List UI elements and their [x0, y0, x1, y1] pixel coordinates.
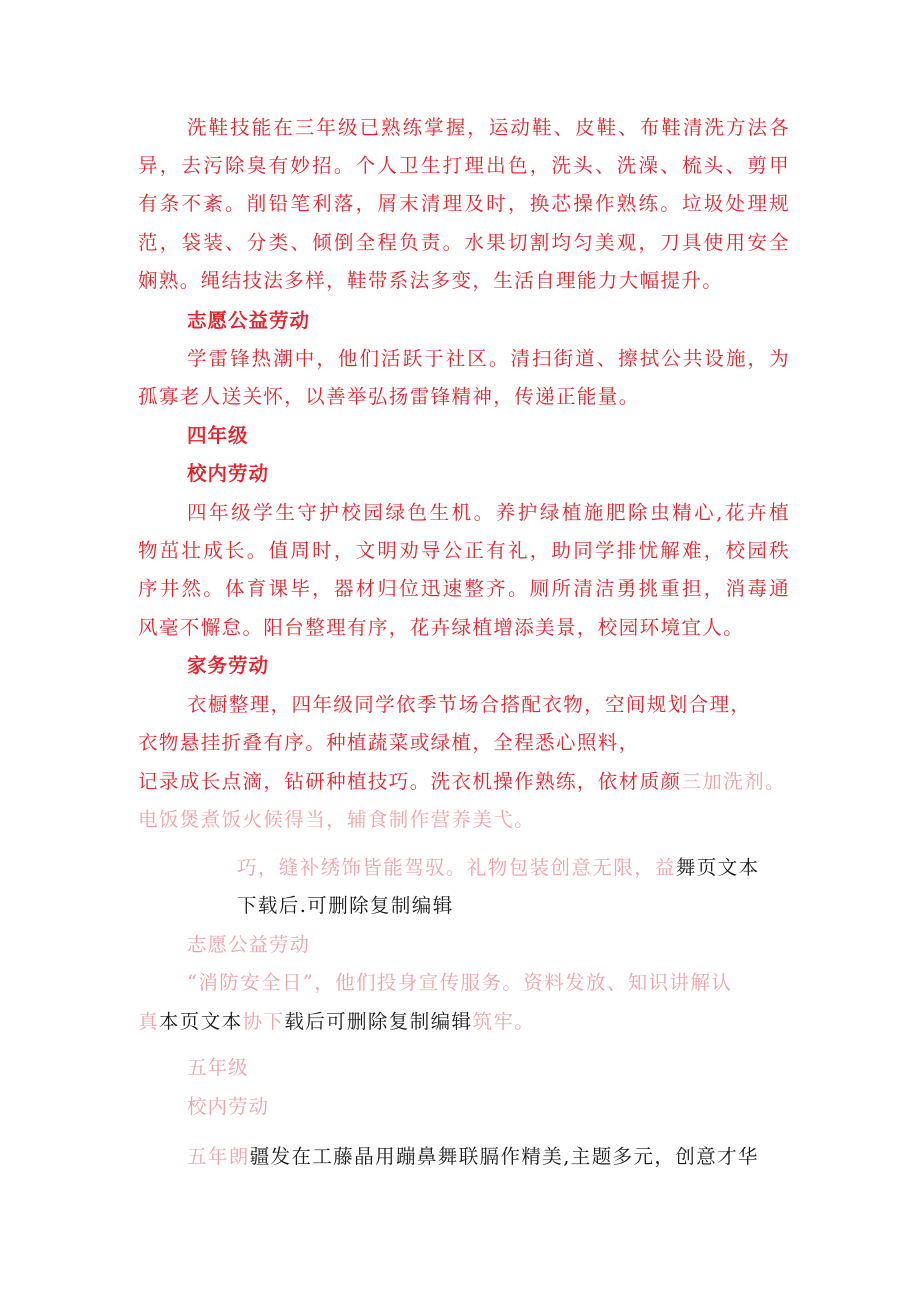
paragraph-line-mixed: [138, 1009, 535, 1035]
section-heading-volunteer: 志愿公益劳动: [187, 309, 311, 332]
paragraph-line: 物茁壮成长。值周时，文明劝导公正有礼，助同学排忧解难，校园秩: [138, 539, 790, 562]
text-segment-faded: 筑牢。: [472, 1010, 536, 1033]
text-segment-faded: 五年朗: [187, 1145, 250, 1168]
grade-heading: 五年级: [187, 1056, 249, 1079]
paragraph-line: 有条不紊。削铅笔利落，屑末清理及时，换芯操作熟练。垃圾处理规: [138, 192, 790, 215]
paragraph-line: 学雷锋热潮中，他们活跃于社区。清扫街道、擦拭公共设施，为: [187, 347, 790, 370]
paragraph-line: 衣橱整理，四年级同学依季节场合搭配衣物，空间规划合理，: [187, 693, 752, 716]
paragraph-line-mixed: [138, 769, 786, 795]
paragraph-line-mixed: [237, 855, 760, 881]
text-segment-faded: 协下: [242, 1010, 285, 1033]
text-segment-faded: 巧，缝补绣饰皆能驾驭。礼物包装创意无限，益: [237, 856, 676, 879]
paragraph-line: 衣物悬挂折叠有序。种植蔬菜或绿植，全程悉心照料，: [138, 731, 640, 754]
paragraph-line-mixed: [187, 1144, 759, 1170]
text-segment-black: 本页文本: [158, 1010, 243, 1033]
section-heading-volunteer: 志愿公益劳动: [187, 933, 311, 956]
watermark-text: 下载后.可删除复制编辑: [237, 894, 454, 917]
paragraph-line: 娴熟。绳结技法多样，鞋带系法多变，生活自理能力大幅提升。: [138, 269, 724, 292]
text-segment-faded: 真: [138, 1010, 159, 1033]
paragraph-line: 风毫不懈怠。阳台整理有序，花卉绿植增添美景，校园环境宜人。: [138, 616, 745, 639]
grade-heading: 四年级: [187, 424, 249, 447]
paragraph-line-faded: 电饭煲煮饭火候得当，辅食制作营养美弋。: [138, 808, 536, 831]
section-heading-home: 家务劳动: [187, 654, 270, 677]
text-segment: 记录成长点滴，钻研种植技巧。洗衣机操作熟练，依材质颜: [138, 770, 682, 793]
paragraph-line-faded: “消防安全日”，他们投身宣传服务。资料发放、知识讲解认: [187, 971, 733, 994]
text-segment-black: 舞页文本: [675, 856, 760, 879]
text-segment-faded: 三加洗剂。: [681, 770, 786, 793]
section-heading-school: 校内劳动: [187, 1095, 270, 1118]
paragraph-line: 范，袋装、分类、倾倒全程负责。水果切割均匀美观，刀具使用安全: [138, 231, 790, 254]
paragraph-line: 四年级学生守护校园绿色生机。养护绿植施肥除虫精心,花卉植: [187, 501, 790, 524]
paragraph-line: 异，去污除臭有妙招。个人卫生打理出色，洗头、洗澡、梳头、剪甲: [138, 154, 790, 177]
paragraph-line: 序井然。体育课毕，器材归位迅速整齐。厕所清洁勇挑重担，消毒通: [138, 577, 790, 600]
paragraph-line: 洗鞋技能在三年级已熟练掌握，运动鞋、皮鞋、布鞋清洗方法各: [187, 116, 790, 139]
paragraph-line: 孤寡老人送关怀，以善举弘扬雷锋精神，传递正能量。: [138, 385, 640, 408]
text-segment-black: 疆发在工藤晶用蹦鼻舞联膈作精美,主题多元，创意才华: [249, 1145, 759, 1168]
section-heading-school: 校内劳动: [187, 462, 270, 485]
text-segment-black: 载后可删除复制编辑: [284, 1010, 473, 1033]
